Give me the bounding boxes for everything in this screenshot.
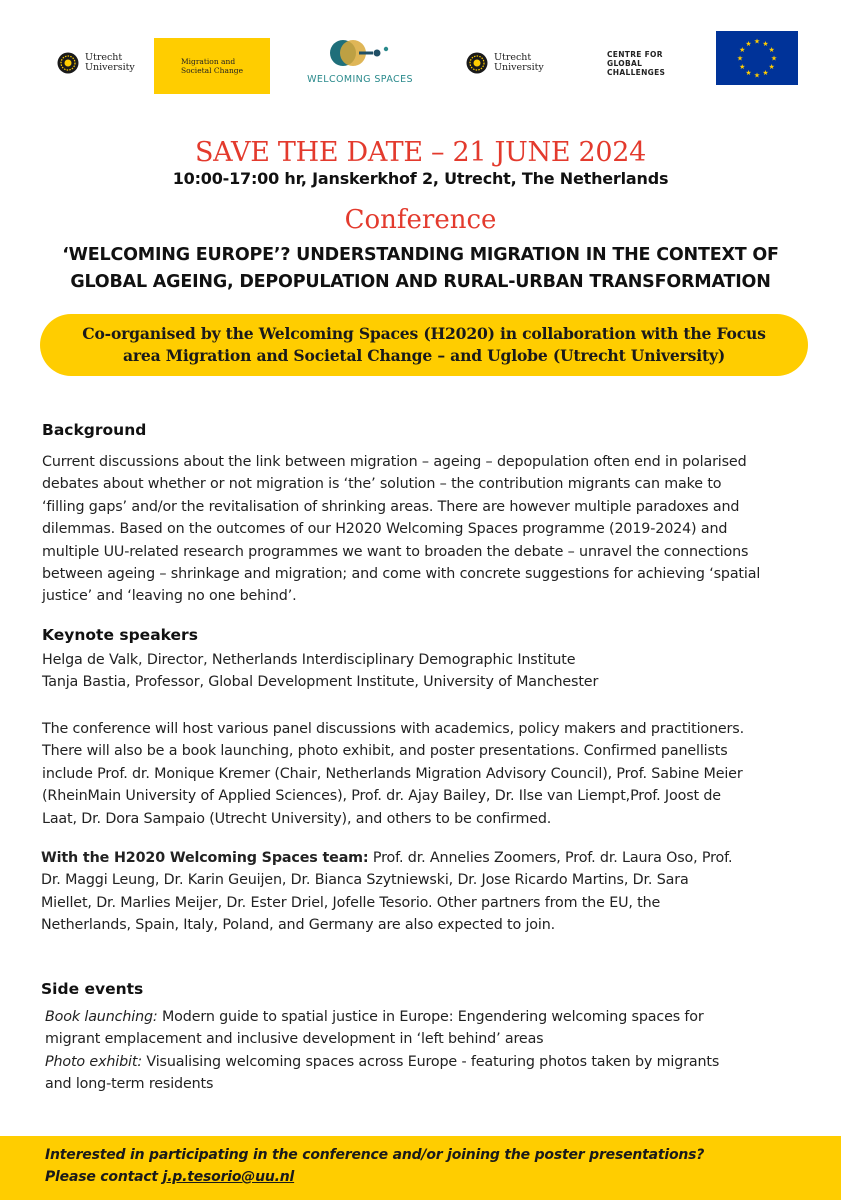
uu-line1: Utrecht (494, 52, 532, 63)
eu-flag-icon (716, 31, 798, 85)
eu-star-icon: ★ (770, 54, 778, 63)
save-the-date-heading: SAVE THE DATE – 21 JUNE 2024 (194, 137, 647, 168)
team-line (41, 847, 797, 869)
book-launch-label: Book launching: (45, 1009, 158, 1025)
coorganised-line: area Migration and Societal Change – and Uglobe (Utrecht University) (122, 346, 726, 365)
photo-exhibit-label: Photo exhibit: (45, 1053, 142, 1070)
eu-star-icon: ★ (753, 37, 761, 46)
uu-line2: University (85, 62, 135, 73)
background-line: between ageing – shrinkage and migration; and come with concrete suggestions for achieving ‘spatial (42, 566, 761, 583)
eu-star-icon: ★ (762, 69, 769, 78)
cgc-line3: CHALLENGES (607, 68, 666, 77)
background-line: debates about whether or not migration is ‘the’ solution – the contribution migrants can make to (42, 476, 722, 493)
cgc-line1: CENTRE FOR (607, 50, 663, 59)
cgc-line2: GLOBAL (607, 59, 643, 68)
footer-text (45, 1144, 704, 1188)
team-line: Netherlands, Spain, Italy, Poland, and Germany are also expected to join. (41, 917, 556, 934)
utrecht-university-logo-right (466, 52, 544, 74)
logo-bar (0, 28, 841, 98)
contact-prefix: Please contact (45, 1169, 163, 1185)
eu-star-icon: ★ (753, 71, 761, 80)
utrecht-university-wordmark (85, 53, 135, 73)
photo-exhibit-title: Visualising welcoming spaces across Europe - featuring photos taken by migrants (142, 1053, 720, 1070)
background-line: multiple UU-related research programmes we want to broaden the debate – unravel the connections (42, 543, 749, 560)
team-lead: With the H2020 Welcoming Spaces team: (41, 850, 369, 866)
msc-wordmark (181, 57, 243, 75)
keynote-speaker: Tanja Bastia, Professor, Global Development Institute, University of Manchester (42, 674, 599, 691)
eu-star-icon: ★ (739, 46, 746, 54)
panels-line: Laat, Dr. Dora Sampaio (Utrecht University), and others to be confirmed. (42, 810, 552, 827)
book-launch-title: Modern guide to spatial justice in Europe: Engendering welcoming spaces for (157, 1009, 704, 1025)
welcoming-spaces-wordmark: WELCOMING SPACES (307, 74, 413, 85)
utrecht-seal-icon (57, 52, 79, 74)
migration-societal-change-logo (154, 38, 270, 94)
utrecht-university-wordmark (494, 53, 544, 73)
team-line: Dr. Maggi Leung, Dr. Karin Geuijen, Dr. Bianca Szytniewski, Dr. Jose Ricardo Martins, Dr. Sara (41, 872, 689, 889)
background-line: Current discussions about the link between migration – ageing – depopulation often end in polarised (42, 454, 747, 470)
centre-global-challenges-logo (607, 50, 665, 77)
eu-star-icon: ★ (736, 54, 744, 63)
panels-line: include Prof. dr. Monique Kremer (Chair, Netherlands Migration Advisory Council), Prof. Sabine Meier (42, 765, 743, 782)
welcoming-spaces-emblem-icon (329, 36, 391, 70)
keynote-heading: Keynote speakers (42, 626, 198, 644)
panels-paragraph (42, 718, 799, 830)
panels-line: (RheinMain University of Applied Sciences), Prof. dr. Ajay Bailey, Dr. Ilse van Liempt,Prof. Joost de (42, 788, 721, 805)
background-line: justice’ and ‘leaving no one behind’. (42, 588, 297, 605)
keynote-list (42, 649, 799, 694)
conference-title (30, 242, 811, 296)
team-line1-rest: Prof. dr. Annelies Zoomers, Prof. dr. Laura Oso, Prof. (368, 850, 733, 866)
background-line: dilemmas. Based on the outcomes of our H2020 Welcoming Spaces programme (2019-2024) and (42, 521, 728, 538)
book-launch-line (45, 1006, 805, 1028)
eu-star-icon: ★ (745, 39, 752, 48)
footer-contact-line (45, 1166, 704, 1188)
msc-line1: Migration and (180, 57, 236, 66)
background-heading: Background (42, 421, 147, 439)
time-location: 10:00-17:00 hr, Janskerkhof 2, Utrecht, The Netherlands (172, 169, 669, 188)
conference-label: Conference (344, 205, 497, 235)
eu-star-icon: ★ (745, 69, 752, 78)
coorganised-line: Co-organised by the Welcoming Spaces (H2020) in collaboration with the Focus (82, 324, 766, 343)
team-paragraph (41, 847, 797, 937)
contact-email-link[interactable]: j.p.tesorio@uu.nl (162, 1169, 295, 1185)
coorganised-text (54, 323, 794, 367)
eu-star-icon: ★ (739, 63, 746, 71)
eu-star-icon: ★ (762, 39, 769, 48)
conference-title-line: GLOBAL AGEING, DEPOPULATION AND RURAL-URBAN TRANSFORMATION (70, 272, 771, 292)
coorganised-banner (40, 314, 808, 376)
photo-exhibit-line (45, 1051, 805, 1073)
side-events-list (45, 1006, 805, 1096)
footer-banner (0, 1136, 841, 1200)
panels-line: The conference will host various panel discussions with academics, policy makers and practitioners. (42, 721, 744, 737)
uu-line1: Utrecht (85, 52, 123, 63)
team-line: Miellet, Dr. Marlies Meijer, Dr. Ester Driel, Jofelle Tesorio. Other partners from the EU, the (41, 894, 661, 911)
uu-line2: University (494, 62, 544, 73)
utrecht-seal-icon (466, 52, 488, 74)
eu-star-icon: ★ (768, 46, 775, 54)
utrecht-university-logo-left (57, 52, 135, 74)
eu-star-icon: ★ (768, 63, 775, 71)
photo-exhibit-line: and long-term residents (45, 1076, 214, 1093)
welcoming-spaces-logo (304, 36, 416, 85)
footer-line: Interested in participating in the conference and/or joining the poster presentations? (45, 1147, 705, 1163)
panels-line: There will also be a book launching, photo exhibit, and poster presentations. Confirmed panellists (42, 743, 728, 760)
conference-title-line: ‘WELCOMING EUROPE’? UNDERSTANDING MIGRATION IN THE CONTEXT OF (62, 245, 779, 265)
background-paragraph (42, 451, 799, 608)
side-events-heading: Side events (41, 980, 144, 998)
background-line: ‘filling gaps’ and/or the revitalisation of shrinking areas. There are however multiple paradoxes and (42, 498, 740, 515)
book-launch-line: migrant emplacement and inclusive development in ‘left behind’ areas (45, 1031, 544, 1048)
keynote-speaker: Helga de Valk, Director, Netherlands Interdisciplinary Demographic Institute (42, 652, 576, 668)
msc-line2: Societal Change (180, 66, 244, 75)
